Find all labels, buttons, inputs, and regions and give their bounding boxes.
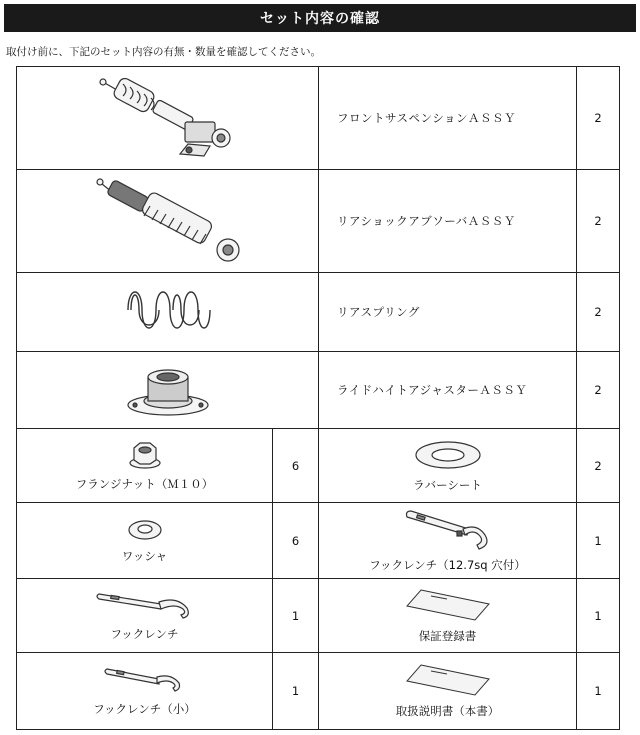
item-qty: 1 [577,503,620,579]
item-name: フロントサスペンションＡＳＳＹ [319,67,577,170]
item-qty: 1 [577,579,620,653]
ride-height-adjuster-icon [123,357,213,421]
table-row [17,273,620,352]
table-row [17,579,620,653]
item-name: フックレンチ（12.7sq 穴付） [369,557,526,572]
item-name: ワッシャ [121,548,168,563]
hook-wrench-square-hole-icon [403,509,493,551]
item-name: ライドハイトアジャスターＡＳＳＹ [319,352,577,429]
item-qty: 2 [577,170,620,273]
item-qty: 2 [577,352,620,429]
table-row [17,503,620,579]
flange-nut-icon [128,440,162,470]
rear-shock-absorber-icon [88,172,248,267]
hook-wrench-icon [95,590,195,620]
item-qty: 2 [577,429,620,503]
item-name: 取扱説明書（本書） [395,704,500,718]
instruction-manual-icon [403,663,493,697]
table-row [17,429,620,503]
item-name: フックレンチ [110,626,179,641]
item-qty: 1 [273,653,319,730]
item-name: ラバーシート [413,477,482,492]
rear-spring-icon [118,280,218,342]
item-qty: 6 [273,503,319,579]
table-row [17,653,620,730]
item-qty: 2 [577,67,620,170]
item-qty: 6 [273,429,319,503]
item-name: フランジナット（Ｍ１０） [75,476,214,491]
item-name: フックレンチ（小） [93,702,196,716]
item-name: リアショックアブソーバＡＳＳＹ [319,170,577,273]
washer-icon [127,518,163,542]
intro-text: 取付け前に、下記のセット内容の有無・数量を確認してください。 [6,46,321,58]
rubber-seat-icon [413,439,483,471]
item-name: 保証登録書 [418,628,477,643]
front-suspension-icon [93,72,243,162]
page-title: セット内容の確認 [4,4,636,32]
table-row [17,352,620,429]
parts-table [16,66,620,730]
table-row [17,170,620,273]
item-qty: 2 [577,273,620,352]
table-row [17,67,620,170]
item-name: リアスプリング [319,273,577,352]
small-hook-wrench-icon [103,665,187,695]
warranty-document-icon [403,588,493,622]
item-qty: 1 [577,653,620,730]
item-qty: 1 [273,579,319,653]
